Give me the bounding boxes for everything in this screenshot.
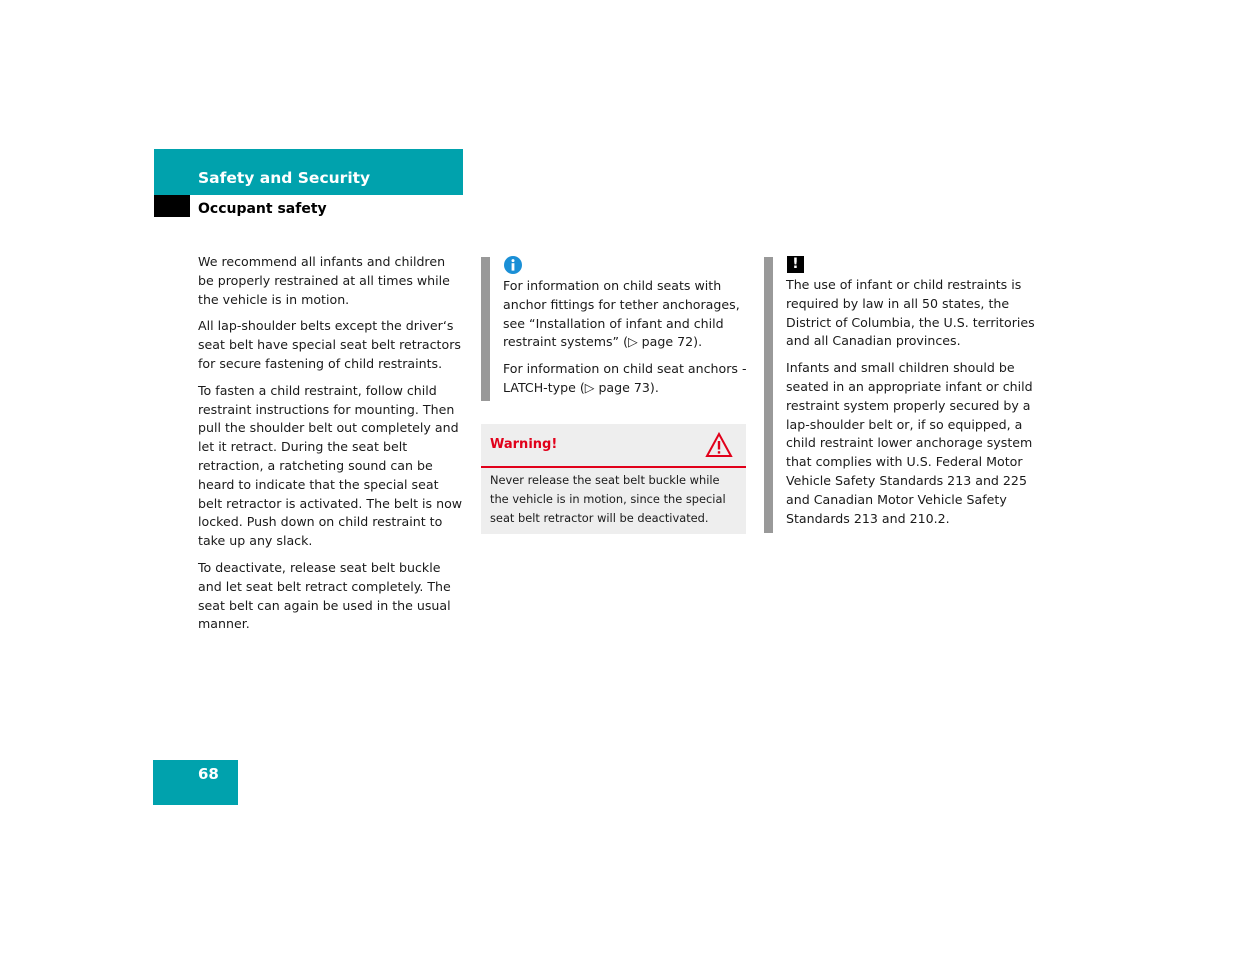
note-paragraph: The use of infant or child restraints is required by law in all 50 states, the District of Columbia, the U.S. territories and all Canadian provinces. [786, 277, 1035, 349]
info-content [503, 277, 748, 406]
warning-header [481, 424, 746, 468]
info-sidebar [481, 257, 490, 401]
warning-text: Never release the seat belt buckle while the vehicle is in motion, since the special seat belt retractor will be deactivated. [490, 473, 726, 525]
paragraph: To fasten a child restraint, follow child restraint instructions for mounting. Then pull the shoulder belt out completely and let it retract. During the seat belt retraction, a ratcheting sound can be heard to indicate that the special seat belt retractor is activated. The belt is now locked. Push down on child restraint to take up any slack. [198, 382, 463, 549]
paragraph: To deactivate, release seat belt buckle and let seat belt retract completely. The seat belt can again be used in the usual manner. [198, 559, 451, 632]
note-content [786, 276, 1036, 536]
warning-box [481, 424, 746, 534]
page-number: 68 [198, 765, 219, 783]
subsection-title: Occupant safety [198, 201, 327, 217]
note-sidebar [764, 257, 773, 533]
info-box [481, 257, 747, 401]
note-paragraph: Infants and small children should be seated in an appropriate infant or child restraint system properly secured by a lap-shoulder belt or, if so equipped, a child restraint lower anchorage system that complies with U.S. Federal Motor Vehicle Safety Standards 213 and 225 and Canadian Motor Vehicle Safety Standards 213 and 210.2. [786, 360, 1033, 526]
note-box [764, 257, 1039, 533]
main-text-column [198, 253, 464, 642]
info-icon [504, 256, 522, 274]
exclamation-icon: ! [787, 256, 804, 273]
warning-label: Warning! [490, 437, 558, 452]
info-paragraph: For information on child seats with anchor fittings for tether anchorages, see “Installation of infant and child restraint systems” (▷ page 72). [503, 278, 740, 350]
section-title: Safety and Security [198, 169, 371, 187]
paragraph: We recommend all infants and children be properly restrained at all times while the vehicle is in motion. [198, 254, 450, 307]
page-number-box [153, 760, 238, 805]
warning-triangle-icon [705, 432, 733, 458]
info-paragraph: For information on child seat anchors - LATCH-type (▷ page 73). [503, 361, 747, 395]
paragraph: All lap-shoulder belts except the driver‘s seat belt have special seat belt retractors for secure fastening of child restraints. [198, 318, 461, 371]
subsection-marker [154, 195, 190, 217]
